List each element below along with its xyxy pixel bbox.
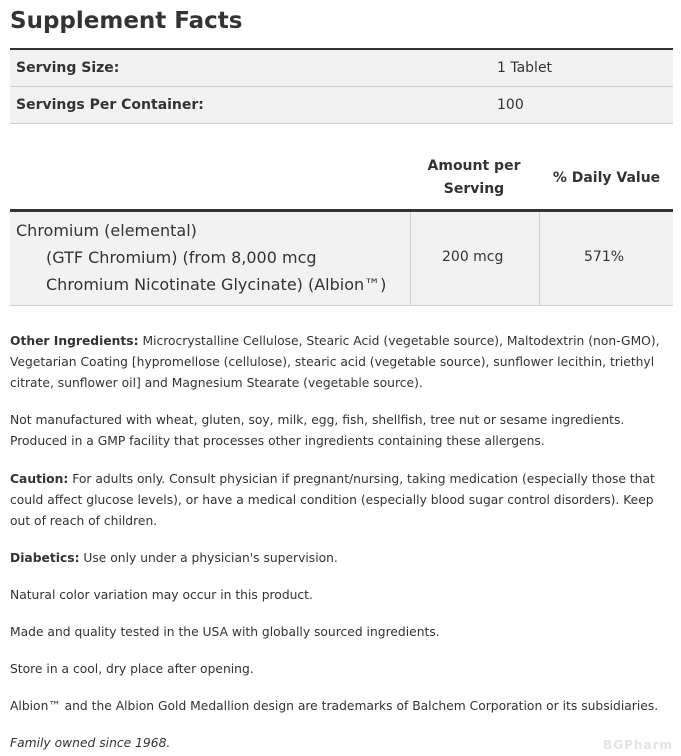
- daily-value-header: % Daily Value: [552, 170, 661, 186]
- other-ingredients-text-1: Microcrystalline Cellulose, Stearic Acid (vegetable source), Maltodextrin (non-GMO),: [138, 334, 660, 348]
- caution-paragraph: [10, 469, 678, 532]
- allergen-text-1: Not manufactured with wheat, gluten, soy, milk, egg, fish, shellfish, tree nut or sesame ingredients.: [10, 413, 625, 427]
- column-divider: [410, 212, 411, 305]
- amount-header-line2: Serving: [443, 181, 505, 197]
- ingredient-amount: 200 mcg: [442, 249, 504, 265]
- serving-size-row: [10, 50, 673, 86]
- watermark: BGPharm: [603, 738, 673, 752]
- servings-per-container-row: [10, 87, 673, 123]
- family-owned-note: Family owned since 1968.: [10, 736, 171, 750]
- trademark-note: Albion™ and the Albion Gold Medallion design are trademarks of Balchem Corporation or its subsidiaries.: [10, 699, 659, 713]
- amount-per-serving-header: [410, 155, 538, 201]
- other-ingredients-paragraph: [10, 331, 678, 394]
- other-ingredients-label: Other Ingredients:: [10, 334, 139, 348]
- diabetics-paragraph: [10, 548, 678, 569]
- table-bottom-rule: [10, 305, 673, 306]
- caution-text-2: could affect glucose levels), or have a medical condition (especially blood sugar control disorders). Keep: [10, 493, 654, 507]
- serving-size-label: Serving Size:: [16, 60, 120, 76]
- made-in-note: Made and quality tested in the USA with globally sourced ingredients.: [10, 625, 440, 639]
- diabetics-label: Diabetics:: [10, 551, 80, 565]
- serving-size-value: 1 Tablet: [497, 60, 553, 76]
- servings-per-container-label: Servings Per Container:: [16, 97, 204, 113]
- caution-label: Caution:: [10, 472, 69, 486]
- other-ingredients-text-3: citrate, sunflower oil] and Magnesium Stearate (vegetable source).: [10, 376, 423, 390]
- amount-header-line1: Amount per: [427, 158, 521, 174]
- ingredient-name-line3: Chromium Nicotinate Glycinate) (Albion™): [46, 275, 387, 294]
- storage-note: Store in a cool, dry place after opening.: [10, 662, 254, 676]
- allergen-paragraph: [10, 410, 678, 452]
- caution-text-1: For adults only. Consult physician if pregnant/nursing, taking medication (especially those that: [68, 472, 655, 486]
- servings-per-container-value: 100: [497, 97, 524, 113]
- column-divider: [539, 212, 540, 305]
- diabetics-text: Use only under a physician's supervision.: [79, 551, 338, 565]
- color-variation-note: Natural color variation may occur in this product.: [10, 588, 313, 602]
- page-title: Supplement Facts: [10, 8, 243, 34]
- row-divider: [10, 123, 673, 124]
- ingredient-name-line2: (GTF Chromium) (from 8,000 mcg: [46, 248, 317, 267]
- ingredient-daily-value: 571%: [584, 249, 625, 265]
- caution-text-3: out of reach of children.: [10, 514, 158, 528]
- ingredient-name-line1: Chromium (elemental): [16, 221, 197, 240]
- other-ingredients-text-2: Vegetarian Coating [hypromellose (cellulose), stearic acid (vegetable source), sunflower lecithin, triethyl: [10, 355, 655, 369]
- allergen-text-2: Produced in a GMP facility that processes other ingredients containing these allergens.: [10, 434, 545, 448]
